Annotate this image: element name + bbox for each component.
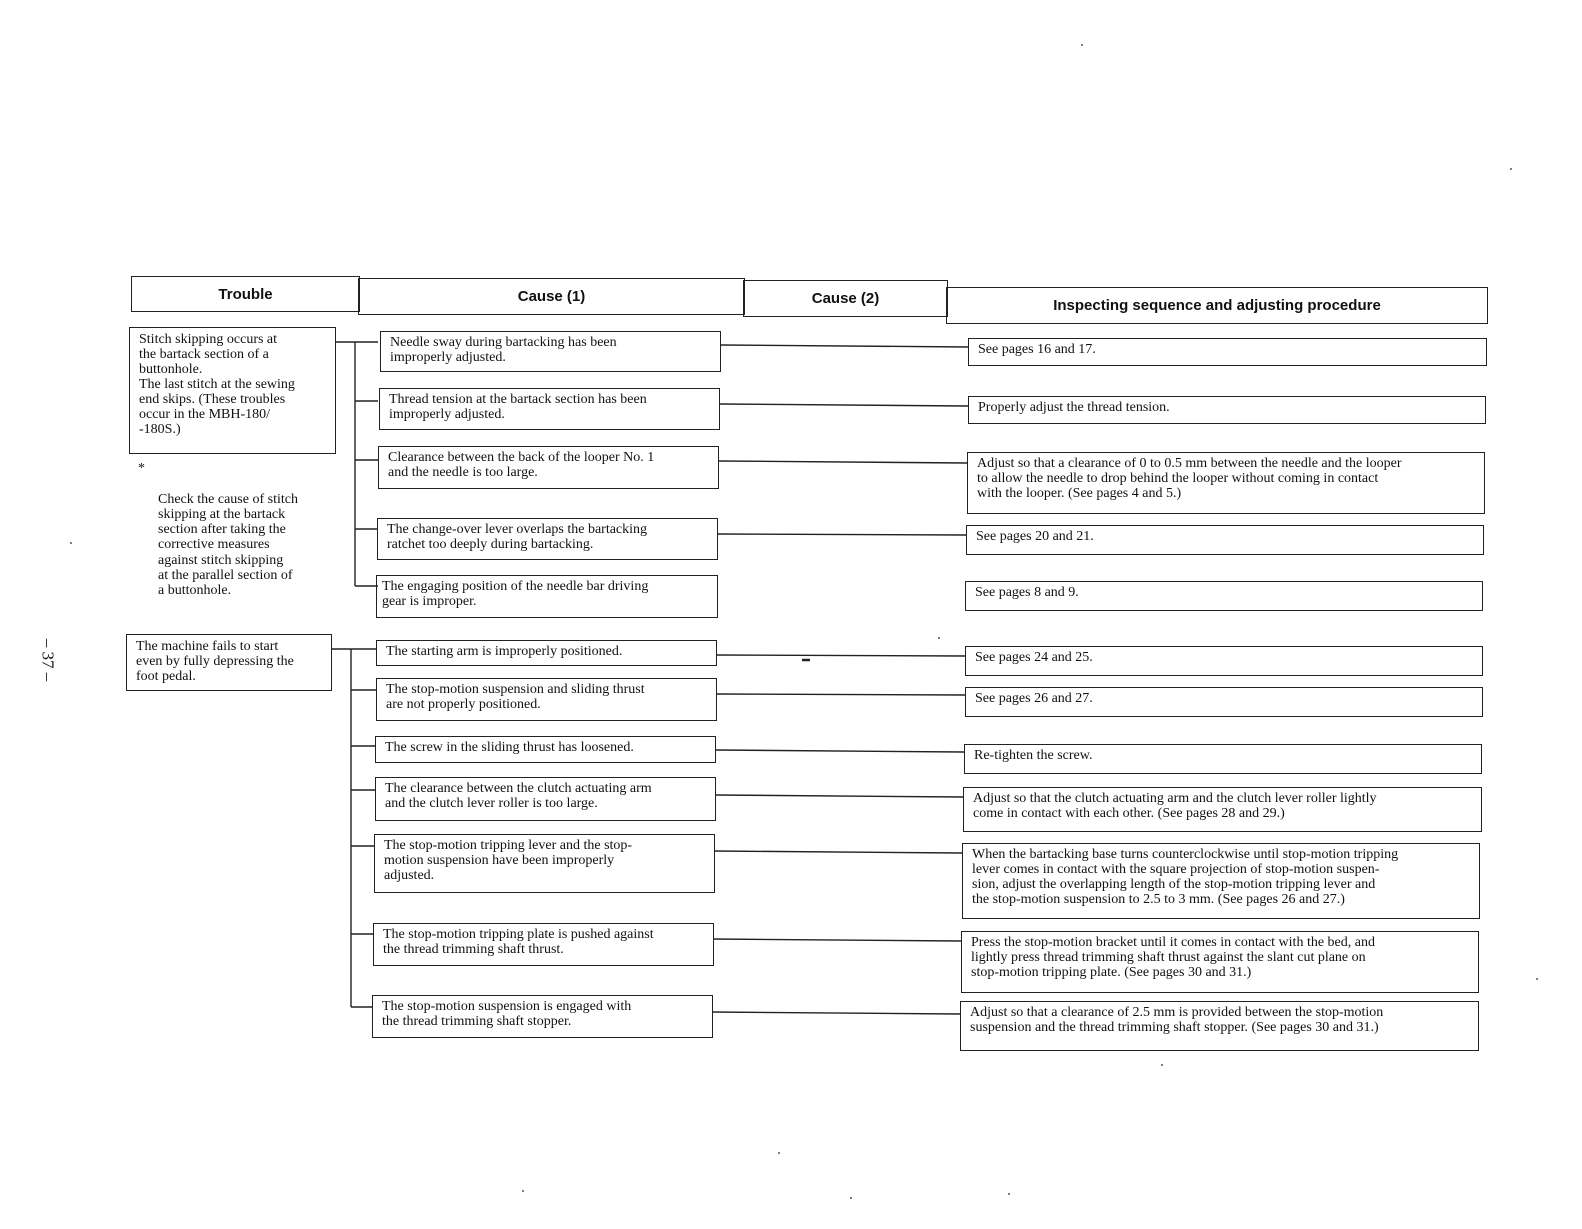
cause-row-11: The stop-motion tripping plate is pushed against the thread trimming shaft thrust. [373,923,714,966]
procedure-row-6: See pages 24 and 25. [965,646,1483,676]
speck [778,1152,780,1154]
procedure-row-1: See pages 16 and 17. [968,338,1487,366]
procedure-row-8: Re-tighten the screw. [964,744,1482,774]
cause-row-6: The starting arm is improperly positioned. [376,640,717,666]
cause-row-2: Thread tension at the bartack section has been improperly adjusted. [379,388,720,430]
trouble-machine-fails-to-start: The machine fails to start even by fully depressing the foot pedal. [126,634,332,691]
speck [850,1197,852,1199]
speck [1081,44,1083,46]
note-asterisk: * [138,461,145,476]
speck [1510,168,1512,170]
cause-row-5: The engaging position of the needle bar driving gear is improper. [376,575,718,618]
procedure-row-3: Adjust so that a clearance of 0 to 0.5 mm between the needle and the looper to allow the needle to drop behind the looper without coming in contact with the looper. (See pages 4 and 5.) [967,452,1485,514]
trouble-stitch-skipping: Stitch skipping occurs at the bartack section of a buttonhole. The last stitch at the sewing end skips. (These troubles occur in the MBH-180/ -180S.) [129,327,336,454]
speck [1161,1064,1163,1066]
page-number: – 37 – [38,638,58,682]
procedure-row-7: See pages 26 and 27. [965,687,1483,717]
cause-row-9: The clearance between the clutch actuating arm and the clutch lever roller is too large. [375,777,716,821]
procedure-row-12: Adjust so that a clearance of 2.5 mm is provided between the stop-motion suspension and the thread trimming shaft stopper. (See pages 30 and 31.) [960,1001,1479,1051]
procedure-row-5: See pages 8 and 9. [965,581,1483,611]
cause-row-10: The stop-motion tripping lever and the stop- motion suspension have been improperly adjusted. [374,834,715,893]
cause-row-3: Clearance between the back of the looper No. 1 and the needle is too large. [378,446,719,489]
header-trouble: Trouble [131,276,360,312]
header-cause1: Cause (1) [358,278,745,315]
speck [1536,978,1538,980]
speck [70,542,72,544]
procedure-row-9: Adjust so that the clutch actuating arm and the clutch lever roller lightly come in contact with each other. (See pages 28 and 29.) [963,787,1482,832]
procedure-row-4: See pages 20 and 21. [966,525,1484,555]
procedure-row-10: When the bartacking base turns counterclockwise until stop-motion tripping lever comes in contact with the square projection of stop-motion suspen- sion, adjust the overlapping length of the stop-motion tripping lever and the stop-motion suspension to 2.5 to 3 mm. (See pages 26 and 27.) [962,843,1480,919]
trouble-note: * Check the cause of stitch skipping at the bartack section after taking the corrective measures against stitch skipping at the parallel section of a buttonhole. [138,461,298,599]
header-cause2: Cause (2) [743,280,948,317]
speck [938,637,940,639]
cause-row-4: The change-over lever overlaps the bartacking ratchet too deeply during bartacking. [377,518,718,560]
cause-row-8: The screw in the sliding thrust has loosened. [375,736,716,763]
speck [522,1190,524,1192]
cause-row-1: Needle sway during bartacking has been improperly adjusted. [380,331,721,372]
speck [1008,1193,1010,1195]
header-procedure: Inspecting sequence and adjusting procedure [946,287,1488,324]
procedure-row-2: Properly adjust the thread tension. [968,396,1486,424]
cause-row-12: The stop-motion suspension is engaged with the thread trimming shaft stopper. [372,995,713,1038]
procedure-row-11: Press the stop-motion bracket until it comes in contact with the bed, and lightly press thread trimming shaft thrust against the slant cut plane on stop-motion tripping plate. (See pages 30 and 31.) [961,931,1479,993]
cause-row-7: The stop-motion suspension and sliding thrust are not properly positioned. [376,678,717,721]
